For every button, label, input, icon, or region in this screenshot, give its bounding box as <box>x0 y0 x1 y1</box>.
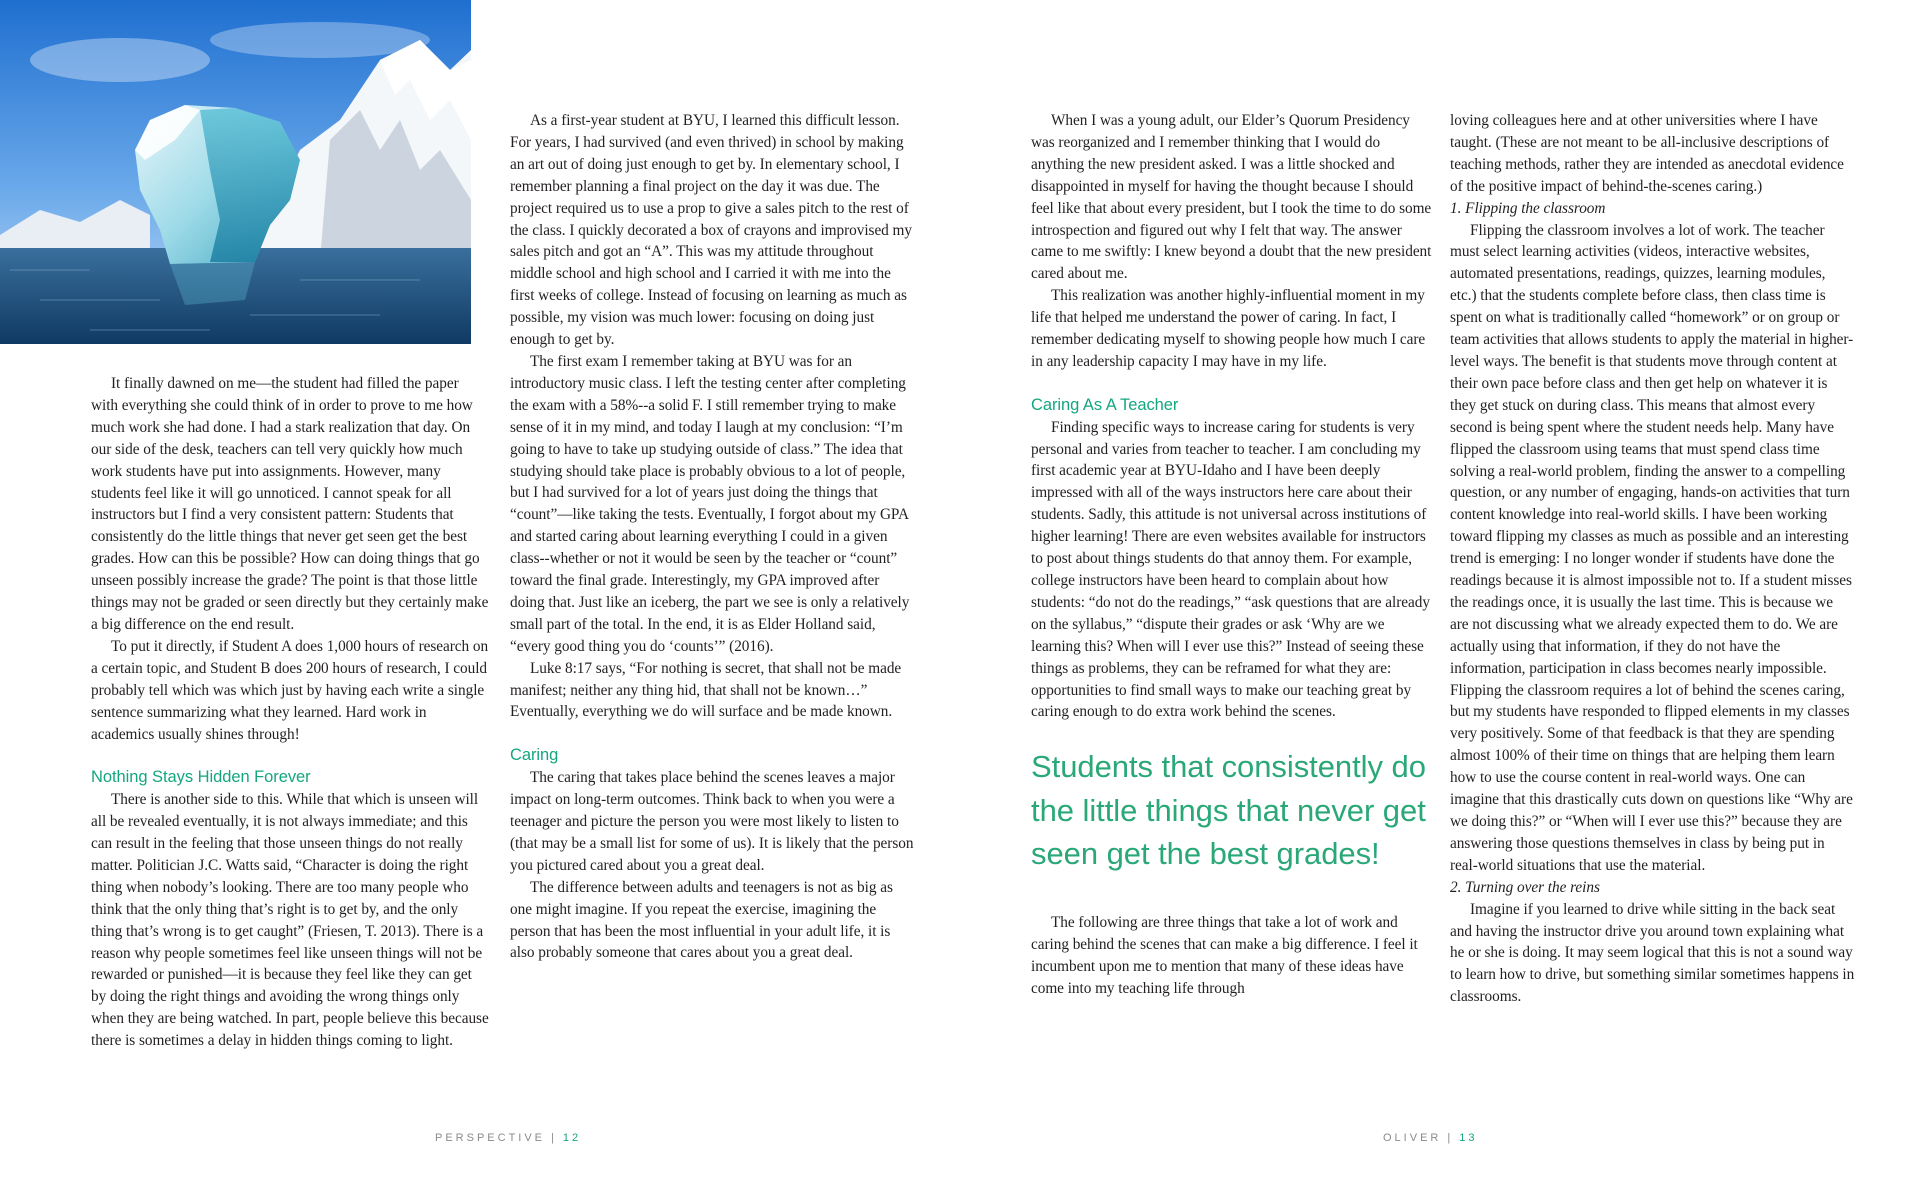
page-number: 13 <box>1459 1132 1478 1144</box>
iceberg-icon <box>0 0 471 344</box>
list-item-heading: 1. Flipping the classroom <box>1450 199 1606 217</box>
column-2 <box>510 110 915 964</box>
body-paragraph: It finally dawned on me—the student had filled the paper with everything she could think of in order to prove to me how much work she had done. I had a stark realization that day. On our side of the desk, teachers can tell very quickly how much work students have put into assignments. However, many students feel like it will go unnoticed. I cannot speak for all instructors but I find a very consistent pattern: Students that consistently do the little things that never get seen get the best grades. How can this be possible? How can doing things that go unseen possibly increase the grade? The point is that those little things may not be graded or seen directly but they certainly make a big difference on the end result. <box>91 375 489 633</box>
section-heading-caring: Caring <box>510 746 559 765</box>
body-paragraph: Finding specific ways to increase caring for students is very personal and varies from teacher to teacher. I am concluding my first academic year at BYU-Idaho and I have been deeply impressed with all of the ways instructors here care about their students. Sadly, this attitude is not universal across institutions of higher learning! There are even websites available for instructors to post about things students do that annoy them. For example, college instructors have been heard to complain about how students: “do not do the readings,” “ask questions that are already on the syllabus,” “dispute their grades or ask ‘Why are we learning this? When will I ever use this?” Instead of seeing these things as problems, they can be reframed for what they are: opportunities to find small ways to make our teaching great by caring enough to do extra work behind the scenes. <box>1031 418 1430 721</box>
page-number: 12 <box>562 1132 582 1144</box>
body-paragraph: The caring that takes place behind the scenes leaves a major impact on long-term outcomes. Think back to when you were a teenager and picture the person you were most likely to listen to (that may be a small list for some of us). It is likely that the person you pictured cared about you a great deal. <box>510 769 914 874</box>
body-paragraph: Flipping the classroom involves a lot of work. The teacher must select learning activities (videos, interactive websites, automated presentations, readings, quizzes, learning modules, etc.) that the students complete before class, then class time is spent on what is traditionally called “homework” or on group or team activities that allows students to apply the material in higher-level ways. The benefit is that students move through content at their own pace before class and then get help on whatever it is they get stuck on during class. This means that almost every second is being spent where the student needs help. Many have flipped the classroom using teams that must spend class time solving a real-world problem, finding the answer to a compelling question, or any number of engaging, hands-on activities that turn content knowledge into real-world skills. I have been working toward flipping my classes as much as possible and an interesting trend is emerging: I no longer wonder if students have done the readings because it is almost impossible not to. If a student misses the readings once, it is usually the last time. This is because we are not discussing what we already expected them to do. We are actually using that information, if they do not have the information, participation in class becomes nearly impossible. Flipping the classroom requires a lot of behind the scenes caring, but my students have responded to flipped elements in my classes very positively. Some of that feedback is that they are spending almost 100% of their time on things that are helping them learn how to use the course content in real-world ways. One can imagine that this drastically cuts down on questions like “Why are we doing this?” or “When will I ever use this?” because they are answering those questions themselves in class by being put in real-world situations that use the material. <box>1450 221 1854 874</box>
body-paragraph: As a first-year student at BYU, I learned this difficult lesson. For years, I had survived (and even thrived) in school by making an art out of doing just enough to get by. In elementary school, I remember planning a final project on the day it was due. The project required us to use a prop to give a sales pitch to the rest of the class. I quickly decorated a box of crayons and improvised my sales pitch and got an “A”. This was my attitude throughout middle school and high school and I carried it with me into the first weeks of college. Instead of focusing on learning as much as possible, my vision was much lower: focusing on doing just enough to get by. <box>510 112 912 349</box>
body-paragraph: There is another side to this. While that which is unseen will all be revealed eventually, it is not always immediate; and this can result in the feeling that those unseen things do not really matter. Politician J.C. Watts said, “Character is doing the right thing when nobody’s looking. There are too many people who think that the only thing that’s right is to get by, and the only thing that’s wrong is to get caught” (Friesen, T. 2013). There is a reason why people sometimes feel like unseen things will not be rewarded or punished—it is because they feel like they can get by doing the right things and avoiding the wrong things only when they are being watched. In part, people believe this because there is sometimes a delay in hidden things coming to light. <box>91 791 489 1050</box>
body-paragraph: Luke 8:17 says, “For nothing is secret, that shall not be made manifest; neither any thing hid, that shall not be known…” Eventually, everything we do will surface and be made known. <box>510 659 902 721</box>
footer-title: OLIVER <box>1383 1132 1442 1144</box>
page-footer-left <box>435 1132 581 1144</box>
list-item-heading: 2. Turning over the reins <box>1450 878 1600 896</box>
footer-separator: | <box>1447 1132 1454 1144</box>
iceberg-photo <box>0 0 471 344</box>
footer-separator: | <box>551 1132 557 1144</box>
column-3 <box>1031 110 1433 999</box>
body-paragraph: When I was a young adult, our Elder’s Quorum Presidency was reorganized and I remember thinking that I would do anything the new president asked. I was a little shocked and disappointed in myself for having the thought because I should feel like that about every president, but I took the time to do some introspection and figured out why I felt that way. The answer came to me swiftly: I knew beyond a doubt that the new president cared about me. <box>1031 112 1432 283</box>
footer-title: PERSPECTIVE <box>435 1132 546 1144</box>
body-paragraph: To put it directly, if Student A does 1,000 hours of research on a certain topic, and Student B does 200 hours of research, I could probably tell which was which just by having each write a single sentence summarizing what they learned. Hard work in academics usually shines through! <box>91 637 489 743</box>
page-gutter <box>959 0 961 1200</box>
column-4 <box>1450 110 1855 1008</box>
body-paragraph: The first exam I remember taking at BYU was for an introductory music class. I left the testing center after completing the exam with a 58%--a solid F. I still remember trying to make sense of it in my mind, and today I laugh at my conclusion: “I’m going to have to take up studying outside of class.” The idea that studying should take place is probably obvious to a lot of people, but I had survived for a lot of years just doing the things that “count”—like taking the tests. Eventually, I forgot about my GPA and started caring about learning everything I could in a given class--whether or not it would be seen by the teacher or “count” toward the final grade. Interestingly, my GPA improved after doing that. Just like an iceberg, the part we see is only a relatively small part of the total. In the end, it is as Elder Holland said, “every good thing you do ‘counts’” (2016). <box>510 352 910 655</box>
section-heading-caring-as-a-teacher: Caring As A Teacher <box>1031 395 1179 414</box>
body-paragraph: This realization was another highly-influential moment in my life that helped me understand the power of caring. In fact, I remember dedicating myself to showing people how much I care in any leadership capacity I may have in my life. <box>1031 287 1426 370</box>
body-paragraph: loving colleagues here and at other universities where I have taught. (These are not meant to be all-inclusive descriptions of teaching methods, rather they are intended as anecdotal evidence of the positive impact of behind-the-scenes caring.) <box>1450 112 1844 195</box>
pull-quote: Students that consistently do the little things that never get seen get the best grades! <box>1031 749 1426 872</box>
body-paragraph: Imagine if you learned to drive while sitting in the back seat and having the instructor drive you around town explaining what he or she is doing. It may seem logical that this is not a sound way to learn how to drive, but something similar sometimes happens in classrooms. <box>1450 900 1855 1006</box>
body-paragraph: The difference between adults and teenagers is not as big as one might imagine. If you repeat the exercise, imagining the person that has been the most influential in your adult life, it is also probably someone that cares about you a great deal. <box>510 878 893 962</box>
column-1 <box>91 373 489 1052</box>
body-paragraph: The following are three things that take a lot of work and caring behind the scenes that can make a big difference. I feel it incumbent upon me to mention that many of these ideas have come into my teaching life through <box>1031 913 1418 997</box>
section-heading-nothing-stays-hidden: Nothing Stays Hidden Forever <box>91 768 311 787</box>
page-footer-right <box>1383 1132 1477 1144</box>
